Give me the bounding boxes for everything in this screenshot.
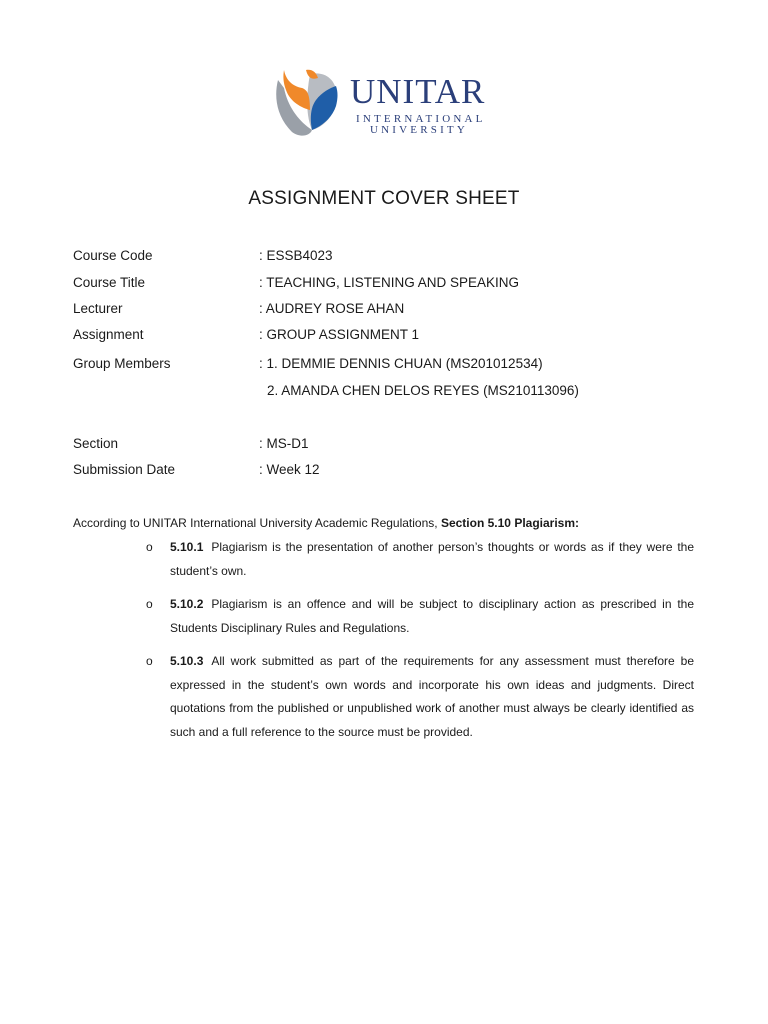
rule-number: 5.10.1 bbox=[170, 540, 204, 554]
bullet-icon: o bbox=[146, 654, 153, 668]
logo-wordmark: UNITAR bbox=[350, 72, 486, 111]
logo-subtitle-university: UNIVERSITY bbox=[370, 124, 468, 136]
rule-text bbox=[170, 593, 694, 640]
course-title-label: Course Title bbox=[73, 275, 146, 290]
submission-date-label: Submission Date bbox=[73, 462, 176, 477]
rule-body: All work submitted as part of the requirements for any assessment must therefore be expressed in the student’s own words and incorporate his own ideas and judgments. Direct quotations from the published or unpublished work of another must always be clearly identified as such and a full reference to the source must be provided. bbox=[170, 654, 694, 739]
submission-date-value: : Week 12 bbox=[259, 462, 320, 477]
lecturer-value: : AUDREY ROSE AHAN bbox=[259, 301, 405, 316]
rule-text bbox=[170, 650, 694, 744]
section-label: Section bbox=[73, 436, 119, 451]
rule-body: Plagiarism is the presentation of another person’s thoughts or words as if they were the student’s own. bbox=[170, 540, 694, 578]
bullet-icon: o bbox=[146, 597, 153, 611]
rule-item-5-10-1 bbox=[146, 536, 694, 583]
rule-item-5-10-2 bbox=[146, 593, 694, 640]
section-value: : MS-D1 bbox=[259, 436, 309, 451]
group-member-2: 2. AMANDA CHEN DELOS REYES (MS210113096) bbox=[267, 383, 579, 398]
regulations-intro bbox=[73, 516, 579, 530]
rule-body: Plagiarism is an offence and will be subject to disciplinary action as prescribed in the Students Disciplinary Rules and Regulations. bbox=[170, 597, 694, 635]
bullet-icon: o bbox=[146, 540, 153, 554]
assignment-label: Assignment bbox=[73, 327, 144, 342]
regulations-section-heading: Section 5.10 Plagiarism: bbox=[440, 516, 580, 530]
regulations-intro-text: According to UNITAR International University Academic Regulations, bbox=[73, 516, 441, 530]
page-title: ASSIGNMENT COVER SHEET bbox=[248, 188, 520, 209]
course-title-value: : TEACHING, LISTENING AND SPEAKING bbox=[259, 275, 520, 290]
rule-number: 5.10.2 bbox=[170, 597, 204, 611]
group-member-1: : 1. DEMMIE DENNIS CHUAN (MS201012534) bbox=[259, 356, 543, 371]
assignment-value: : GROUP ASSIGNMENT 1 bbox=[259, 327, 420, 342]
course-code-value: : ESSB4023 bbox=[259, 248, 333, 263]
logo-subtitle-international: INTERNATIONAL bbox=[356, 113, 486, 125]
rule-text bbox=[170, 536, 694, 583]
leaf-emblem-icon bbox=[270, 66, 350, 140]
university-logo bbox=[270, 66, 502, 140]
course-code-label: Course Code bbox=[73, 248, 153, 263]
rule-number: 5.10.3 bbox=[170, 654, 204, 668]
lecturer-label: Lecturer bbox=[73, 301, 123, 316]
group-members-label: Group Members bbox=[73, 356, 171, 371]
rule-item-5-10-3 bbox=[146, 650, 694, 744]
